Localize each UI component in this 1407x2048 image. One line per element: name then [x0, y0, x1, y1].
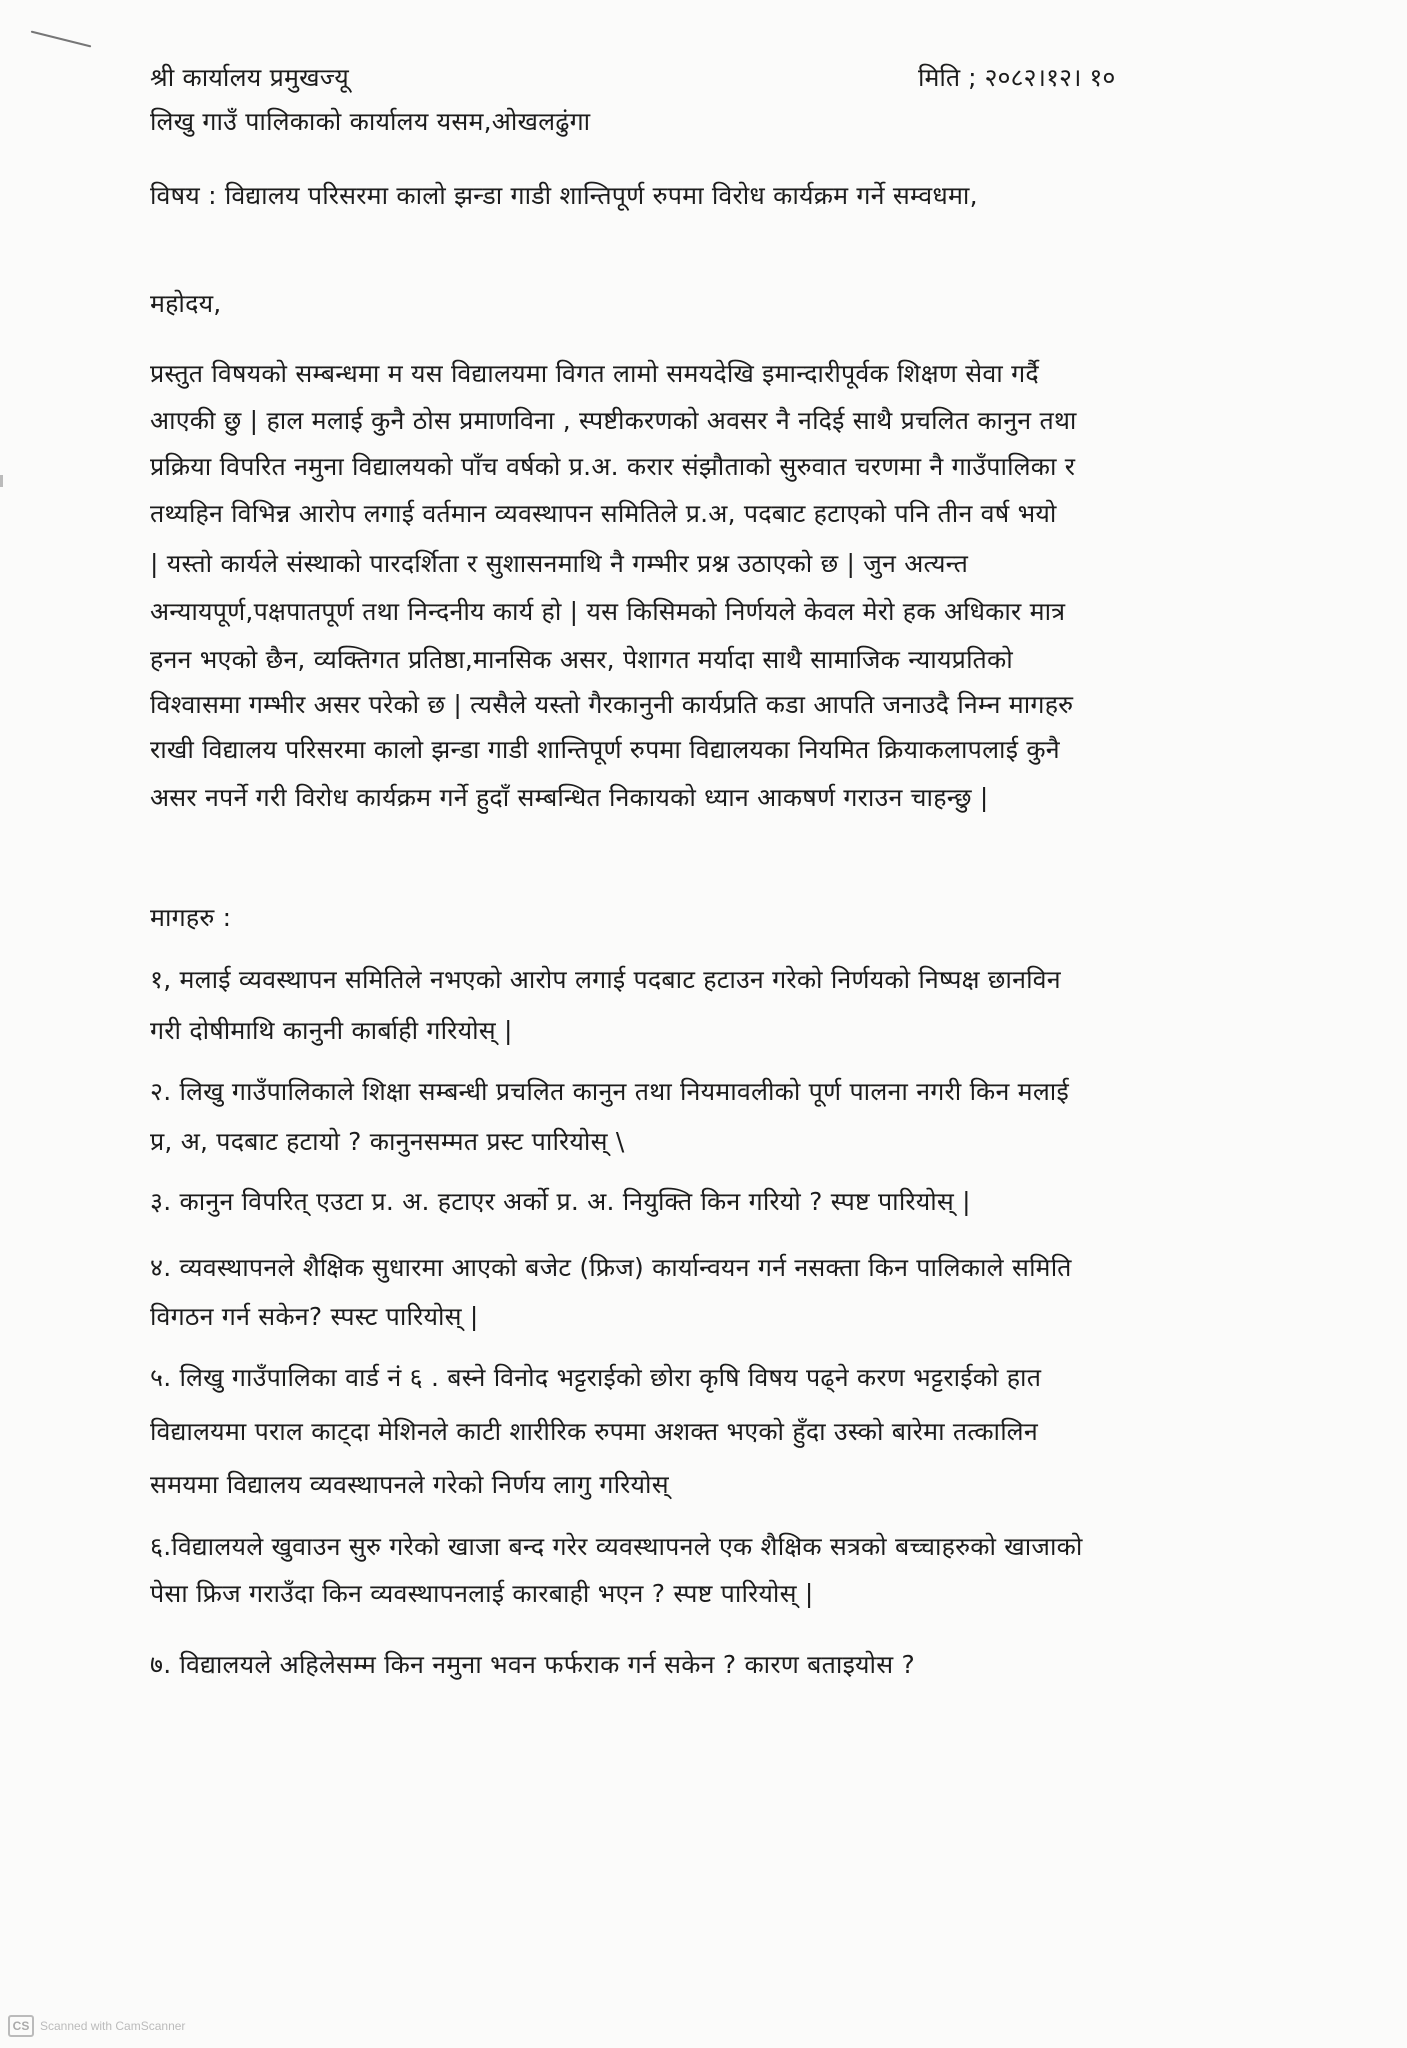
pen-stroke-mark [31, 31, 92, 48]
demands-heading: मागहरु : [150, 903, 232, 932]
body-line: हनन भएको छैन, व्यक्तिगत प्रतिष्ठा,मानसिक असर, पेशागत मर्यादा साथै सामाजिक न्यायप्रतिको [150, 645, 1013, 674]
recipient-line-2: लिखु गाउँ पालिकाको कार्यालय यसम,ओखलढुंगा [150, 107, 591, 136]
demand-line: विद्यालयमा पराल काट्दा मेशिनले काटी शारीरिक रुपमा अशक्त भएको हुँदा उस्को बारेमा तत्कालिन [150, 1417, 1038, 1446]
body-line: प्रक्रिया विपरित नमुना विद्यालयको पाँच वर्षको प्र.अ. करार संझौताको सुरुवात चरणमा नै गाउँपालिका र [150, 452, 1076, 481]
body-line: आएकी छु | हाल मलाई कुनै ठोस प्रमाणविना , स्पष्टीकरणको अवसर नै नदिई साथै प्रचलित कानुन तथा [150, 406, 1077, 435]
demand-line: ३. कानुन विपरित् एउटा प्र. अ. हटाएर अर्को प्र. अ. नियुक्ति किन गरियो ? स्पष्ट पारियोस् | [150, 1187, 971, 1216]
demand-line: विगठन गर्न सकेन? स्पस्ट पारियोस् | [150, 1302, 479, 1331]
camscanner-watermark [8, 2015, 185, 2037]
demand-line: पेसा फ्रिज गराउँदा किन व्यवस्थापनलाई कारबाही भएन ? स्पष्ट पारियोस् | [150, 1579, 814, 1608]
watermark-text: Scanned with CamScanner [40, 2019, 186, 2033]
body-line: | यस्तो कार्यले संस्थाको पारदर्शिता र सुशासनमाथि नै गम्भीर प्रश्न उठाएको छ | जुन अत्यन्त [150, 549, 969, 578]
body-line: राखी विद्यालय परिसरमा कालो झन्डा गाडी शान्तिपूर्ण रुपमा विद्यालयका नियमित क्रियाकलापलाई कुनै [150, 735, 1060, 764]
body-line: तथ्यहिन विभिन्न आरोप लगाई वर्तमान व्यवस्थापन समितिले प्र.अ, पदबाट हटाएको पनि तीन वर्ष भयो [150, 499, 1057, 528]
demand-line: ६.विद्यालयले खुवाउन सुरु गरेको खाजा बन्द गरेर व्यवस्थापनले एक शैक्षिक सत्रको बच्चाहरुको खाजाको [150, 1532, 1083, 1561]
demand-line: १, मलाई व्यवस्थापन समितिले नभएको आरोप लगाई पदबाट हटाउन गरेको निर्णयको निष्पक्ष छानविन [150, 965, 1061, 994]
body-line: असर नपर्ने गरी विरोध कार्यक्रम गर्ने हुदाँ सम्बन्धित निकायको ध्यान आकषर्ण गराउन चाहन्छु | [150, 783, 989, 812]
demand-line: ५. लिखु गाउँपालिका वार्ड नं ६ . बस्ने विनोद भट्टराईको छोरा कृषि विषय पढ्ने करण भट्टराईको हात [150, 1363, 1042, 1392]
scan-edge-mark [0, 475, 3, 487]
demand-line: ७. विद्यालयले अहिलेसम्म किन नमुना भवन फर्फराक गर्न सकेन ? कारण बताइयोस ? [150, 1650, 915, 1679]
body-line: प्रस्तुत विषयको सम्बन्धमा म यस विद्यालयमा विगत लामो समयदेखि इमान्दारीपूर्वक शिक्षण सेवा गर्दै [150, 359, 1039, 388]
salutation: महोदय, [150, 289, 222, 318]
body-line: विश्वासमा गम्भीर असर परेको छ | त्यसैले यस्तो गैरकानुनी कार्यप्रति कडा आपति जनाउदै निम्न मागहरु [150, 690, 1074, 719]
demand-line: गरी दोषीमाथि कानुनी कार्बाही गरियोस् | [150, 1016, 513, 1045]
subject-line: विषय : विद्यालय परिसरमा कालो झन्डा गाडी शान्तिपूर्ण रुपमा विरोध कार्यक्रम गर्ने सम्वधमा, [150, 181, 978, 210]
body-line: अन्यायपूर्ण,पक्षपातपूर्ण तथा निन्दनीय कार्य हो | यस किसिमको निर्णयले केवल मेरो हक अधिकार मात्र [150, 597, 1066, 626]
demand-line: समयमा विद्यालय व्यवस्थापनले गरेको निर्णय लागु गरियोस् [150, 1470, 669, 1499]
recipient-line-1: श्री कार्यालय प्रमुखज्यू [150, 63, 349, 92]
camscanner-logo-icon: CS [8, 2015, 34, 2037]
demand-line: २. लिखु गाउँपालिकाले शिक्षा सम्बन्धी प्रचलित कानुन तथा नियमावलीको पूर्ण पालना नगरी किन मलाई [150, 1077, 1069, 1106]
demand-line: प्र, अ, पदबाट हटायो ? कानुनसम्मत प्रस्ट पारियोस् \ [150, 1127, 625, 1156]
letter-date: मिति ; २०८२।१२। १० [918, 63, 1116, 92]
demand-line: ४. व्यवस्थापनले शैक्षिक सुधारमा आएको बजेट (फ्रिज) कार्यान्वयन गर्न नसक्ता किन पालिकाले समिति [150, 1253, 1072, 1282]
